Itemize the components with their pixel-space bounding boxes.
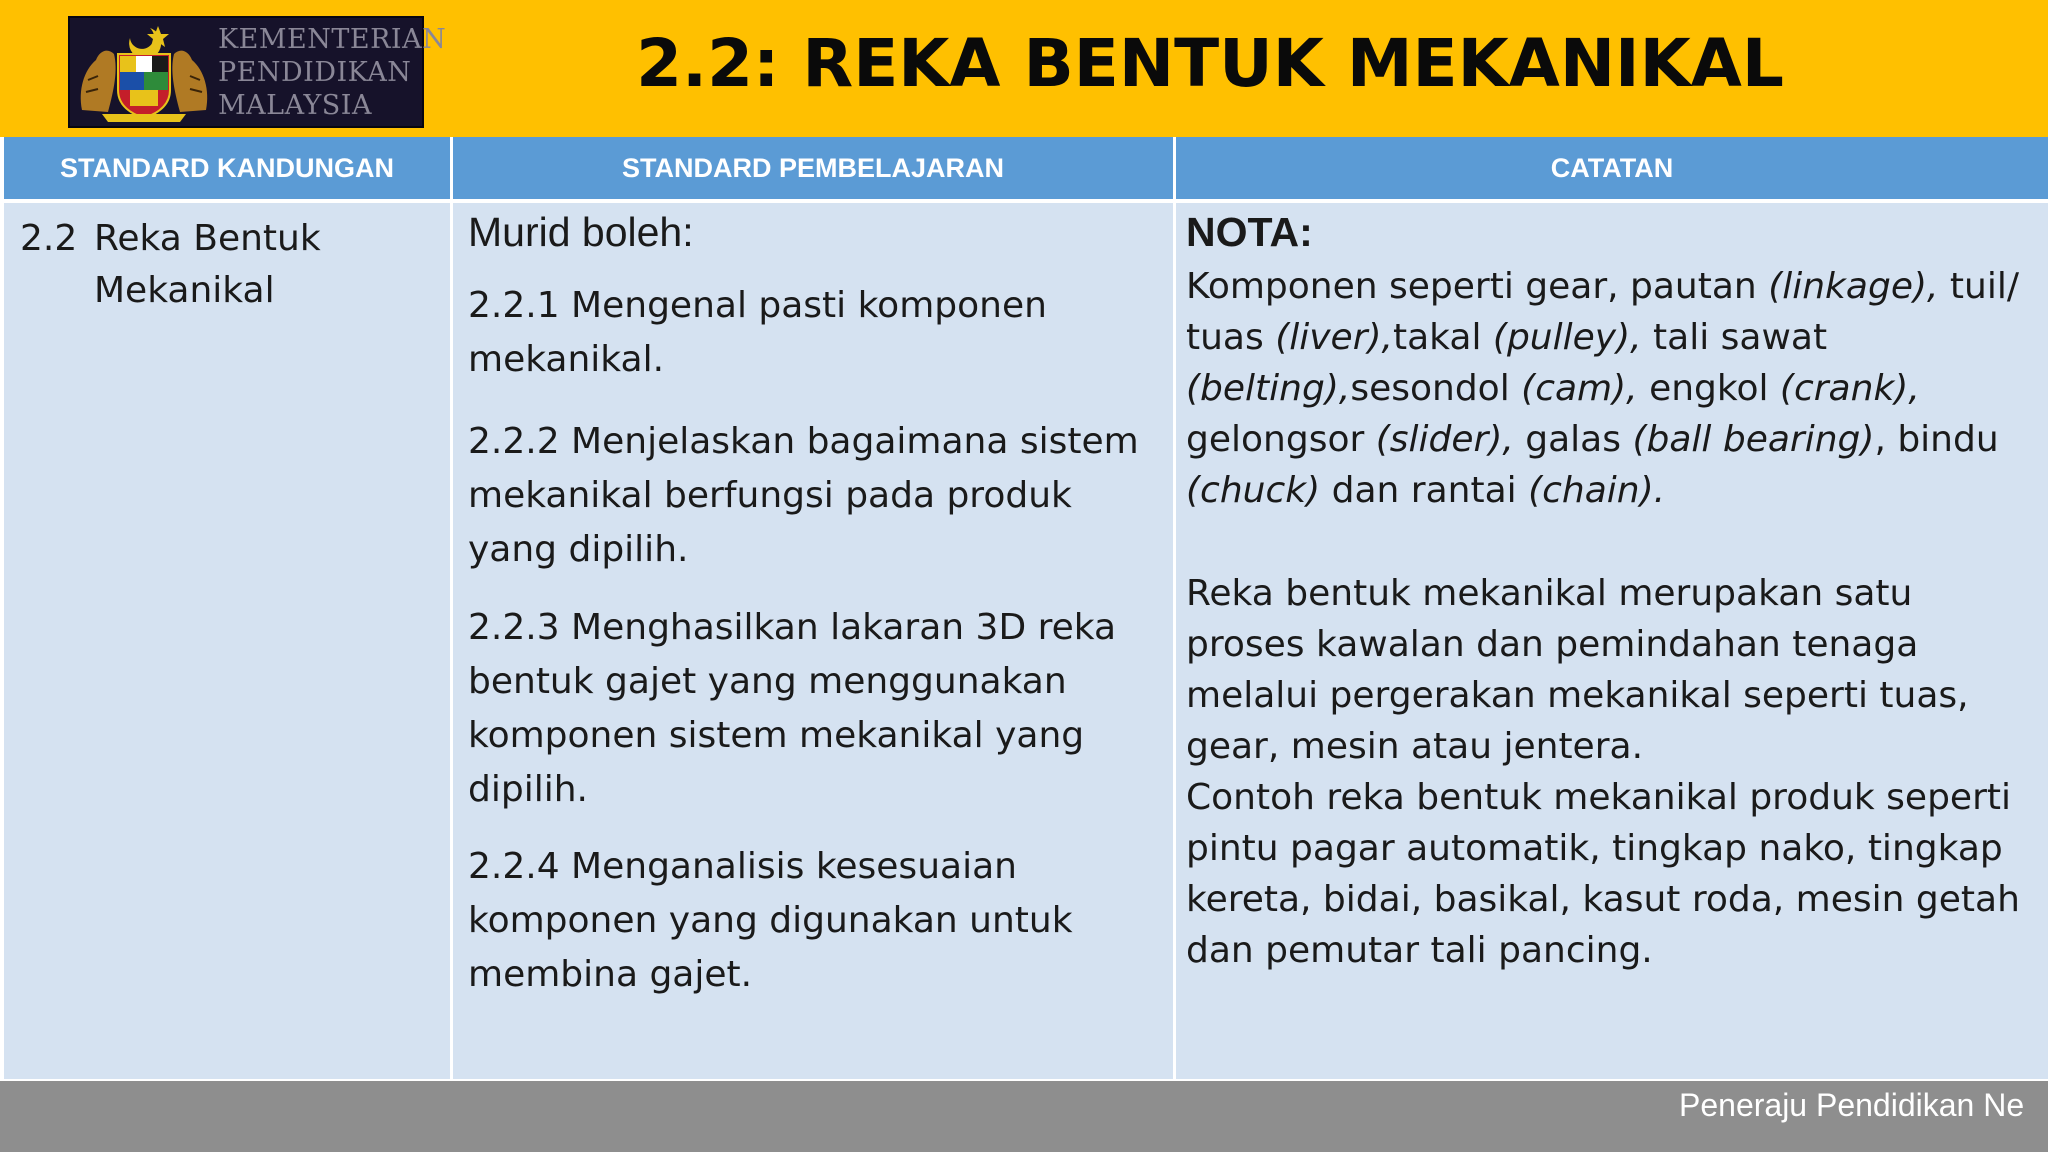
logo-text-line1: KEMENTERIAN xyxy=(218,23,447,55)
slide-title: 2.2: REKA BENTUK MEKANIKAL xyxy=(636,25,1784,102)
cell-catatan xyxy=(1176,203,2048,1079)
logo-text-line3: MALAYSIA xyxy=(218,89,372,121)
learning-standard-item: 2.2.2 Menjelaskan bagaimana sistem mekanikal berfungsi pada produk yang dipilih. xyxy=(468,421,1139,570)
learning-standard-item: 2.2.4 Menganalisis kesesuaian komponen yang digunakan untuk membina gajet. xyxy=(468,846,1073,995)
header-bar xyxy=(0,0,2048,137)
column-header-standard-kandungan: STANDARD KANDUNGAN xyxy=(4,137,453,199)
footer-tagline: Peneraju Pendidikan Ne xyxy=(1679,1087,2025,1123)
content-standard-number: 2.2 xyxy=(20,218,78,259)
notes-heading: NOTA: xyxy=(1186,209,1313,255)
cell-standard-kandungan xyxy=(4,203,453,1079)
column-header-catatan: CATATAN xyxy=(1176,137,2048,199)
table-row xyxy=(4,203,2048,1079)
column-header-standard-pembelajaran: STANDARD PEMBELAJARAN xyxy=(453,137,1176,199)
content-standard-title-line1: Reka Bentuk xyxy=(94,218,321,259)
learning-standard-intro: Murid boleh: xyxy=(468,209,694,255)
footer-bar xyxy=(0,1081,2048,1152)
table-header-row xyxy=(4,137,2048,199)
notes-paragraph-definition: Reka bentuk mekanikal merupakan satu proses kawalan dan pemindahan tenaga melalui pergerakan mekanikal seperti tuas, gear, mesin atau jentera. xyxy=(1186,573,1969,767)
learning-standard-item: 2.2.3 Menghasilkan lakaran 3D reka bentuk gajet yang menggunakan komponen sistem mekanikal yang dipilih. xyxy=(468,607,1117,810)
notes-paragraph-components: Komponen seperti gear, pautan (linkage), tuil/ tuas (liver),takal (pulley), tali sawat (belting),sesondol (cam), engkol (crank), gelongsor (slider), galas (ball bearing), bindu (chuck) dan rantai (chain). xyxy=(1186,266,2019,511)
content-standard-title-line2: Mekanikal xyxy=(94,270,275,311)
notes-paragraph-examples: Contoh reka bentuk mekanikal produk seperti pintu pagar automatik, tingkap nako, tingkap kereta, bidai, basikal, kasut roda, mesin getah dan pemutar tali pancing. xyxy=(1186,777,2020,971)
coat-of-arms-icon xyxy=(74,20,214,124)
ministry-logo xyxy=(68,16,447,128)
logo-text-line2: PENDIDIKAN xyxy=(218,56,412,88)
learning-standard-item: 2.2.1 Mengenal pasti komponen mekanikal. xyxy=(468,285,1047,380)
curriculum-table xyxy=(4,137,2048,1081)
cell-standard-pembelajaran xyxy=(453,203,1176,1079)
